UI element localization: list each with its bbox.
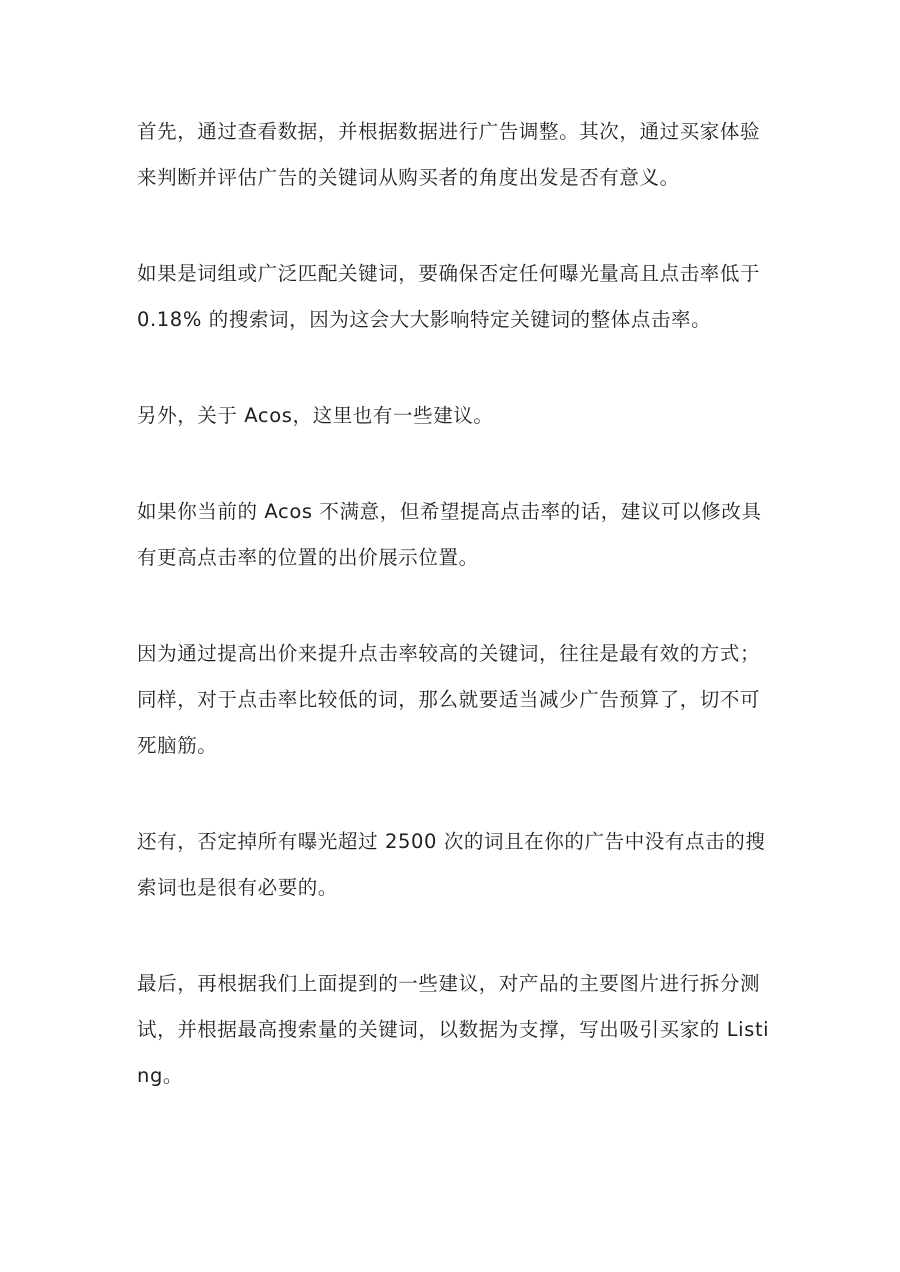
paragraph-5: 因为通过提高出价来提升点击率较高的关键词，往往是最有效的方式；同样，对于点击率比较低的词，那么就要适当减少广告预算了，切不可死脑筋。 <box>137 642 761 757</box>
paragraph-4: 如果你当前的 Acos 不满意，但希望提高点击率的话，建议可以修改具有更高点击率的位置的出价展示位置。 <box>137 500 762 569</box>
paragraph-3: 另外，关于 Acos，这里也有一些建议。 <box>137 404 494 427</box>
paragraph-2: 如果是词组或广泛匹配关键词，要确保否定任何曝光量高且点击率低于 0.18% 的搜索词，因为这会大大影响特定关键词的整体点击率。 <box>137 262 761 331</box>
paragraph-6: 还有，否定掉所有曝光超过 2500 次的词且在你的广告中没有点击的搜索词也是很有必要的。 <box>137 830 766 899</box>
paragraph-1: 首先，通过查看数据，并根据数据进行广告调整。其次，通过买家体验来判断并评估广告的关键词从购买者的角度出发是否有意义。 <box>137 120 761 189</box>
article-body <box>137 109 777 1149</box>
paragraph-7: 最后，再根据我们上面提到的一些建议，对产品的主要图片进行拆分测试，并根据最高搜索量的关键词，以数据为支撑，写出吸引买家的 Listing。 <box>137 972 770 1087</box>
